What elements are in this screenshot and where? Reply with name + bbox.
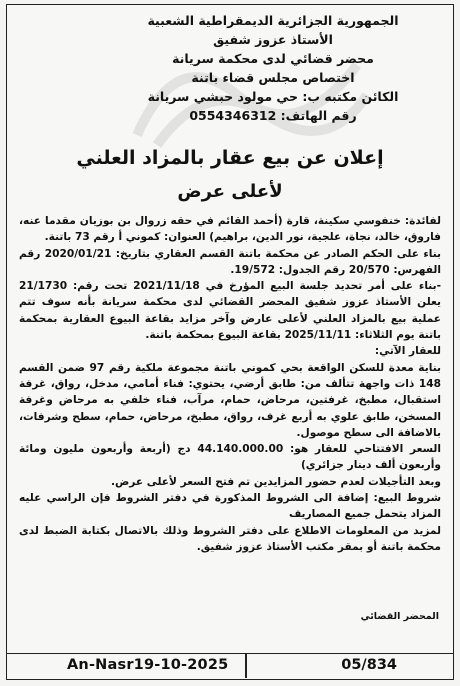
header-court: محضر قضائي لدى محكمة سريانة bbox=[172, 51, 374, 66]
paragraph-more-info: لمزيد من المعلومات الاطلاع على دفتر الشروط وذلك بالاتصال بكتابة الضبط لدى محكمة باتنة أو بمقر مكتب الأستاذ عزوز شفيق. bbox=[19, 524, 441, 553]
signature-label: المحضر القضائي bbox=[360, 611, 439, 622]
header-jurisdiction: اختصاص مجلس قضاء باتنة bbox=[191, 70, 355, 85]
publication-reference: 05/834 bbox=[341, 657, 397, 673]
announcement-page bbox=[6, 4, 454, 654]
announcement-title: إعلان عن بيع عقار بالمزاد العلني bbox=[76, 147, 384, 169]
header-address: الكائن مكتبه ب: حي مولود حبشي سريانة bbox=[147, 89, 399, 104]
publication-footer bbox=[6, 654, 454, 680]
paragraph-postponements: وبعد التأجيلات لعدم حضور المزايدين تم فتح السعر لأعلى عرض. bbox=[110, 475, 441, 488]
paragraph-judgment: بناء على الحكم الصادر عن محكمة باتنة القسم العقاري بتاريخ: 2020/01/21 رقم الفهرس: 20/570 رقم الجدول: 19/572. bbox=[19, 247, 442, 276]
publication-date: An-Nasr19-10-2025 bbox=[67, 657, 229, 673]
header-republic: الجمهورية الجزائرية الديمقراطية الشعبية bbox=[147, 13, 399, 28]
paragraph-property-heading: للعقار الآتي: bbox=[374, 345, 441, 358]
paragraph-beneficiary: لفائدة: خنفوسي سكينة، قارة (أحمد القائم في حقه زروال بن بوزيان مقدما عنه، فاروق، خالد، نجاة، علجية، نور الدين، براهيم) العنوان: كموني أ رقم 73 باتنة. bbox=[19, 215, 441, 244]
paragraph-opening-price: السعر الافتتاحي للعقار هو: 44.140.000.00 دج (أربعة وأربعون مليون ومائة وأربعون ألف دينار جزائري) bbox=[19, 443, 442, 472]
paragraph-sale-conditions: شروط البيع: إضافة الى الشروط المذكورة في دفتر الشروط فإن الراسي عليه المزاد يتحمل جميع المصاريف bbox=[19, 492, 441, 521]
announcement-body bbox=[19, 213, 441, 555]
announcement-subtitle: لأعلى عرض bbox=[177, 181, 283, 202]
office-header bbox=[103, 11, 443, 125]
paragraph-sale-order: -بناء على أمر تحديد جلسة البيع المؤرخ في 2021/11/18 تحت رقم: 21/1730 يعلن الأستاذ عزوز شفيق المحضر القضائي لدى محكمة سريانة بأنه سوف تتم عملية بيع بالمزاد العلني لأعلى عارض وآخر مزايد بقاعة البيوع العقارية بمحكمة باتنة يوم الثلاثاء: 2025/11/11 بقاعة البيوع بمحكمة باتنة. bbox=[19, 280, 441, 342]
header-phone: رقم الهاتف: 0554346312 bbox=[189, 108, 357, 123]
header-bailiff-name: الأستاذ عزوز شفيق bbox=[213, 32, 333, 47]
paragraph-property-description: بناية معدة للسكن الواقعة بحي كموني باتنة مجموعة ملكية رقم 97 ضمن القسم 148 ذات واجهة تتألف من: طابق أرضي، يحتوي: فناء أمامي، مدخل، رواق، غرفة استقبال، مطبخ، غرفتين، مرحاض، حمام، مرآب، فناء خلفي به مرحاض وغرفة المسخن، طابق علوي به أربع غرف، رواق، مطبخ، مرحاض، حمام، سطح وشرفات، بالاضافة الى سطح موصول. bbox=[19, 361, 441, 439]
footer-divider bbox=[245, 654, 247, 678]
